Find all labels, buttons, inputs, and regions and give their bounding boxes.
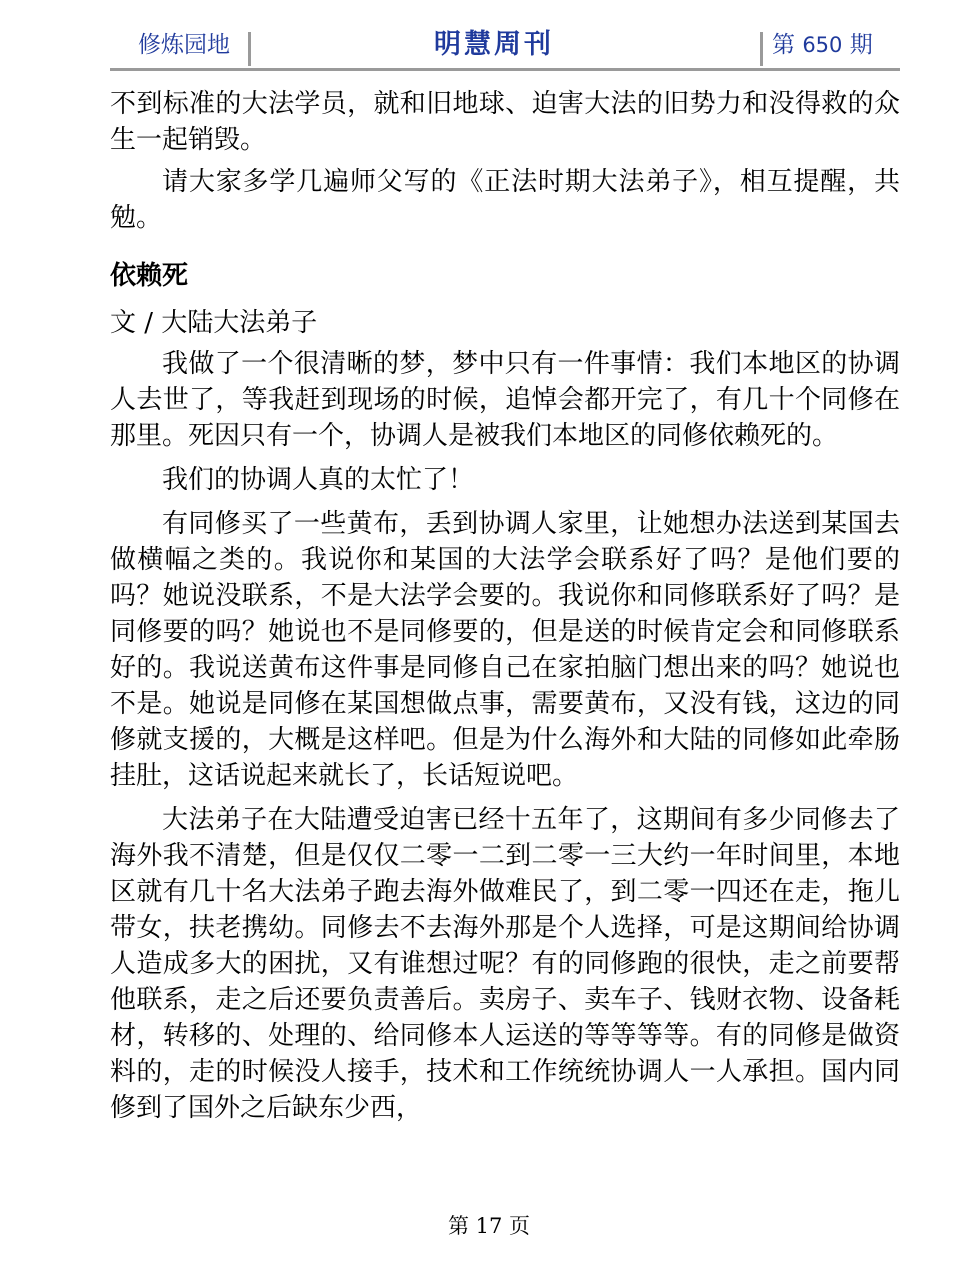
article-paragraph: 我做了一个很清晰的梦，梦中只有一件事情：我们本地区的协调人去世了，等我赶到现场的时候，追悼会都开完了，有几十个同修在那里。死因只有一个，协调人是被我们本地区的同修依赖死的。 xyxy=(110,349,900,451)
section-name: 修炼园地 xyxy=(138,32,230,58)
article-paragraph: 大法弟子在大陆遭受迫害已经十五年了，这期间有多少同修去了海外我不清楚，但是仅仅二零一二到二零一三大约一年时间里，本地区就有几十名大法弟子跑去海外做难民了，到二零一四还在走，拖儿带女，扶老携幼。同修去不去海外那是个人选择，可是这期间给协调人造成多大的困扰，又有谁想过呢？有的同修跑的很快，走之前要帮他联系，走之后还要负责善后。卖房子、卖车子、钱财衣物、设备耗材，转移的、处理的、给同修本人运送的等等等等。有的同修是做资料的，走的时候没人接手，技术和工作统统协调人一人承担。国内同修到了国外之后缺东少西， xyxy=(110,805,900,1123)
article-byline: 文 / 大陆大法弟子 xyxy=(110,308,318,338)
issue-prefix: 第 xyxy=(772,32,795,58)
header-divider-left xyxy=(248,32,251,66)
issue-number: 650 xyxy=(802,33,843,57)
header-divider-right xyxy=(760,32,763,66)
continuation-paragraph: 不到标准的大法学员，就和旧地球、迫害大法的旧势力和没得救的众生一起销毁。 xyxy=(110,89,900,155)
article-paragraph: 有同修买了一些黄布，丢到协调人家里，让她想办法送到某国去做横幅之类的。我说你和某国的大法学会联系好了吗？是他们要的吗？她说没联系，不是大法学会要的。我说你和同修联系好了吗？是同修要的吗？她说也不是同修要的，但是送的时候肯定会和同修联系好的。我说送黄布这件事是同修自己在家拍脑门想出来的吗？她说也不是。她说是同修在某国想做点事，需要黄布，又没有钱，这边的同修就支援的，大概是这样吧。但是为什么海外和大陆的同修如此牵肠挂肚，这话说起来就长了，长话短说吧。 xyxy=(110,509,900,791)
article-title: 依赖死 xyxy=(110,261,189,291)
issue-label xyxy=(772,26,873,64)
publication-title: 明慧周刊 xyxy=(434,29,554,60)
page-header xyxy=(110,26,900,71)
page-content xyxy=(110,86,900,1126)
issue-suffix: 期 xyxy=(849,32,873,58)
article-paragraph: 我们的协调人真的太忙了！ xyxy=(162,465,475,495)
continuation-paragraph: 请大家多学几遍师父写的《正法时期大法弟子》，相互提醒，共勉。 xyxy=(110,167,900,233)
page-number: 第 17 页 xyxy=(447,1214,531,1238)
